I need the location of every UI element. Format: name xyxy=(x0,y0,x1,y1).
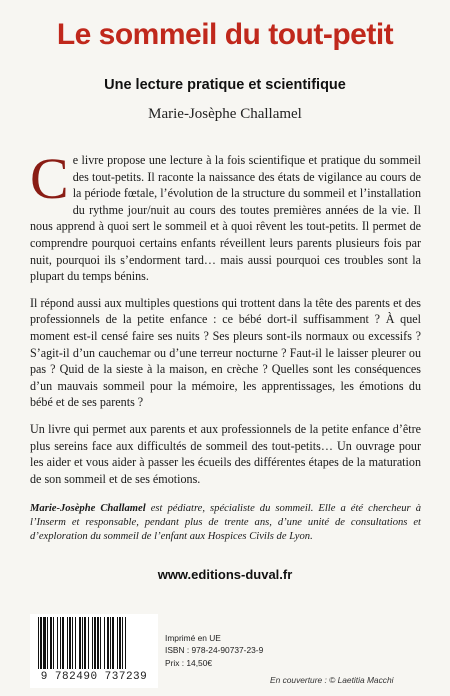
barcode-digits: 9 782490 737239 xyxy=(40,671,148,683)
drop-cap: C xyxy=(30,146,69,211)
author-bio-text: est pédiatre, spécialiste du sommeil. Elle a été chercheur à l’Inserm et responsable, pendant plus de trente ans, d’une unité de consultations et d’exploration du sommeil de l’enfant aux Hospices Civils de Lyon. xyxy=(30,503,421,543)
publisher-website[interactable]: www.editions-duval.fr xyxy=(157,567,293,582)
price: Prix : 14,50€ xyxy=(165,657,213,668)
book-title: Le sommeil du tout-petit xyxy=(56,18,394,51)
isbn: ISBN : 978-24-90737-23-9 xyxy=(165,645,264,656)
barcode-block xyxy=(30,614,158,688)
cover-credit: En couverture : © Laetitia Macchi xyxy=(270,675,394,685)
author-bio-name: Marie-Josèphe Challamel xyxy=(30,503,146,514)
printed-in: Imprimé en UE xyxy=(165,633,221,643)
blurb-paragraph-1 xyxy=(30,146,421,285)
blurb xyxy=(30,146,421,497)
blurb-paragraph-3: Un livre qui permet aux parents et aux professionnels de la petite enfance d’être plus sereins face aux difficultés de sommeil des tout-petits… Un ouvrage pour les aider et vous aider à passer les écueils des différentes étapes de la maturation de son sommeil et de ses émotions. xyxy=(30,421,421,486)
book-subtitle: Une lecture pratique et scientifique xyxy=(104,77,346,93)
barcode-icon xyxy=(36,617,154,669)
blurb-paragraph-2: Il répond aussi aux multiples questions qui trottent dans la tête des parents et des professionnels de la petite enfance : ce bébé dort-il suffisamment ? À quel moment est-il censé faire ses nuits ? Ses pleurs sont-ils normaux ou excessifs ? S’agit-il d’un cauchemar ou d’une terreur nocturne ? Faut-il le laisser pleurer ou pas ? Quid de la sieste à la maison, en crèche ? Quelles sont les conséquences d’un mauvais sommeil pour la mémoire, les apprentissages, les émotions du bébé et de ses parents ? xyxy=(30,295,421,410)
author-name: Marie-Josèphe Challamel xyxy=(148,106,302,122)
print-info xyxy=(165,632,263,669)
author-bio xyxy=(30,502,421,545)
blurb-paragraph-1-text: e livre propose une lecture à la fois scientifique et pratique du sommeil des tout-petits. Il raconte la naissance des états de vigilance au cours de la période fœtale, l’évolution de la structure du sommeil et l’installation du rythme jour/nuit au cours des toutes premières années de la vie. Il nous apprend à quoi sert le sommeil et à quoi rêvent les tout-petits. Il permet de comprendre pourquoi certains enfants réveillent leurs parents plusieurs fois par nuit, pourquoi ils s’endorment tard… mais aussi pourquoi ces troubles sont la plupart du temps bénins. xyxy=(30,153,421,284)
